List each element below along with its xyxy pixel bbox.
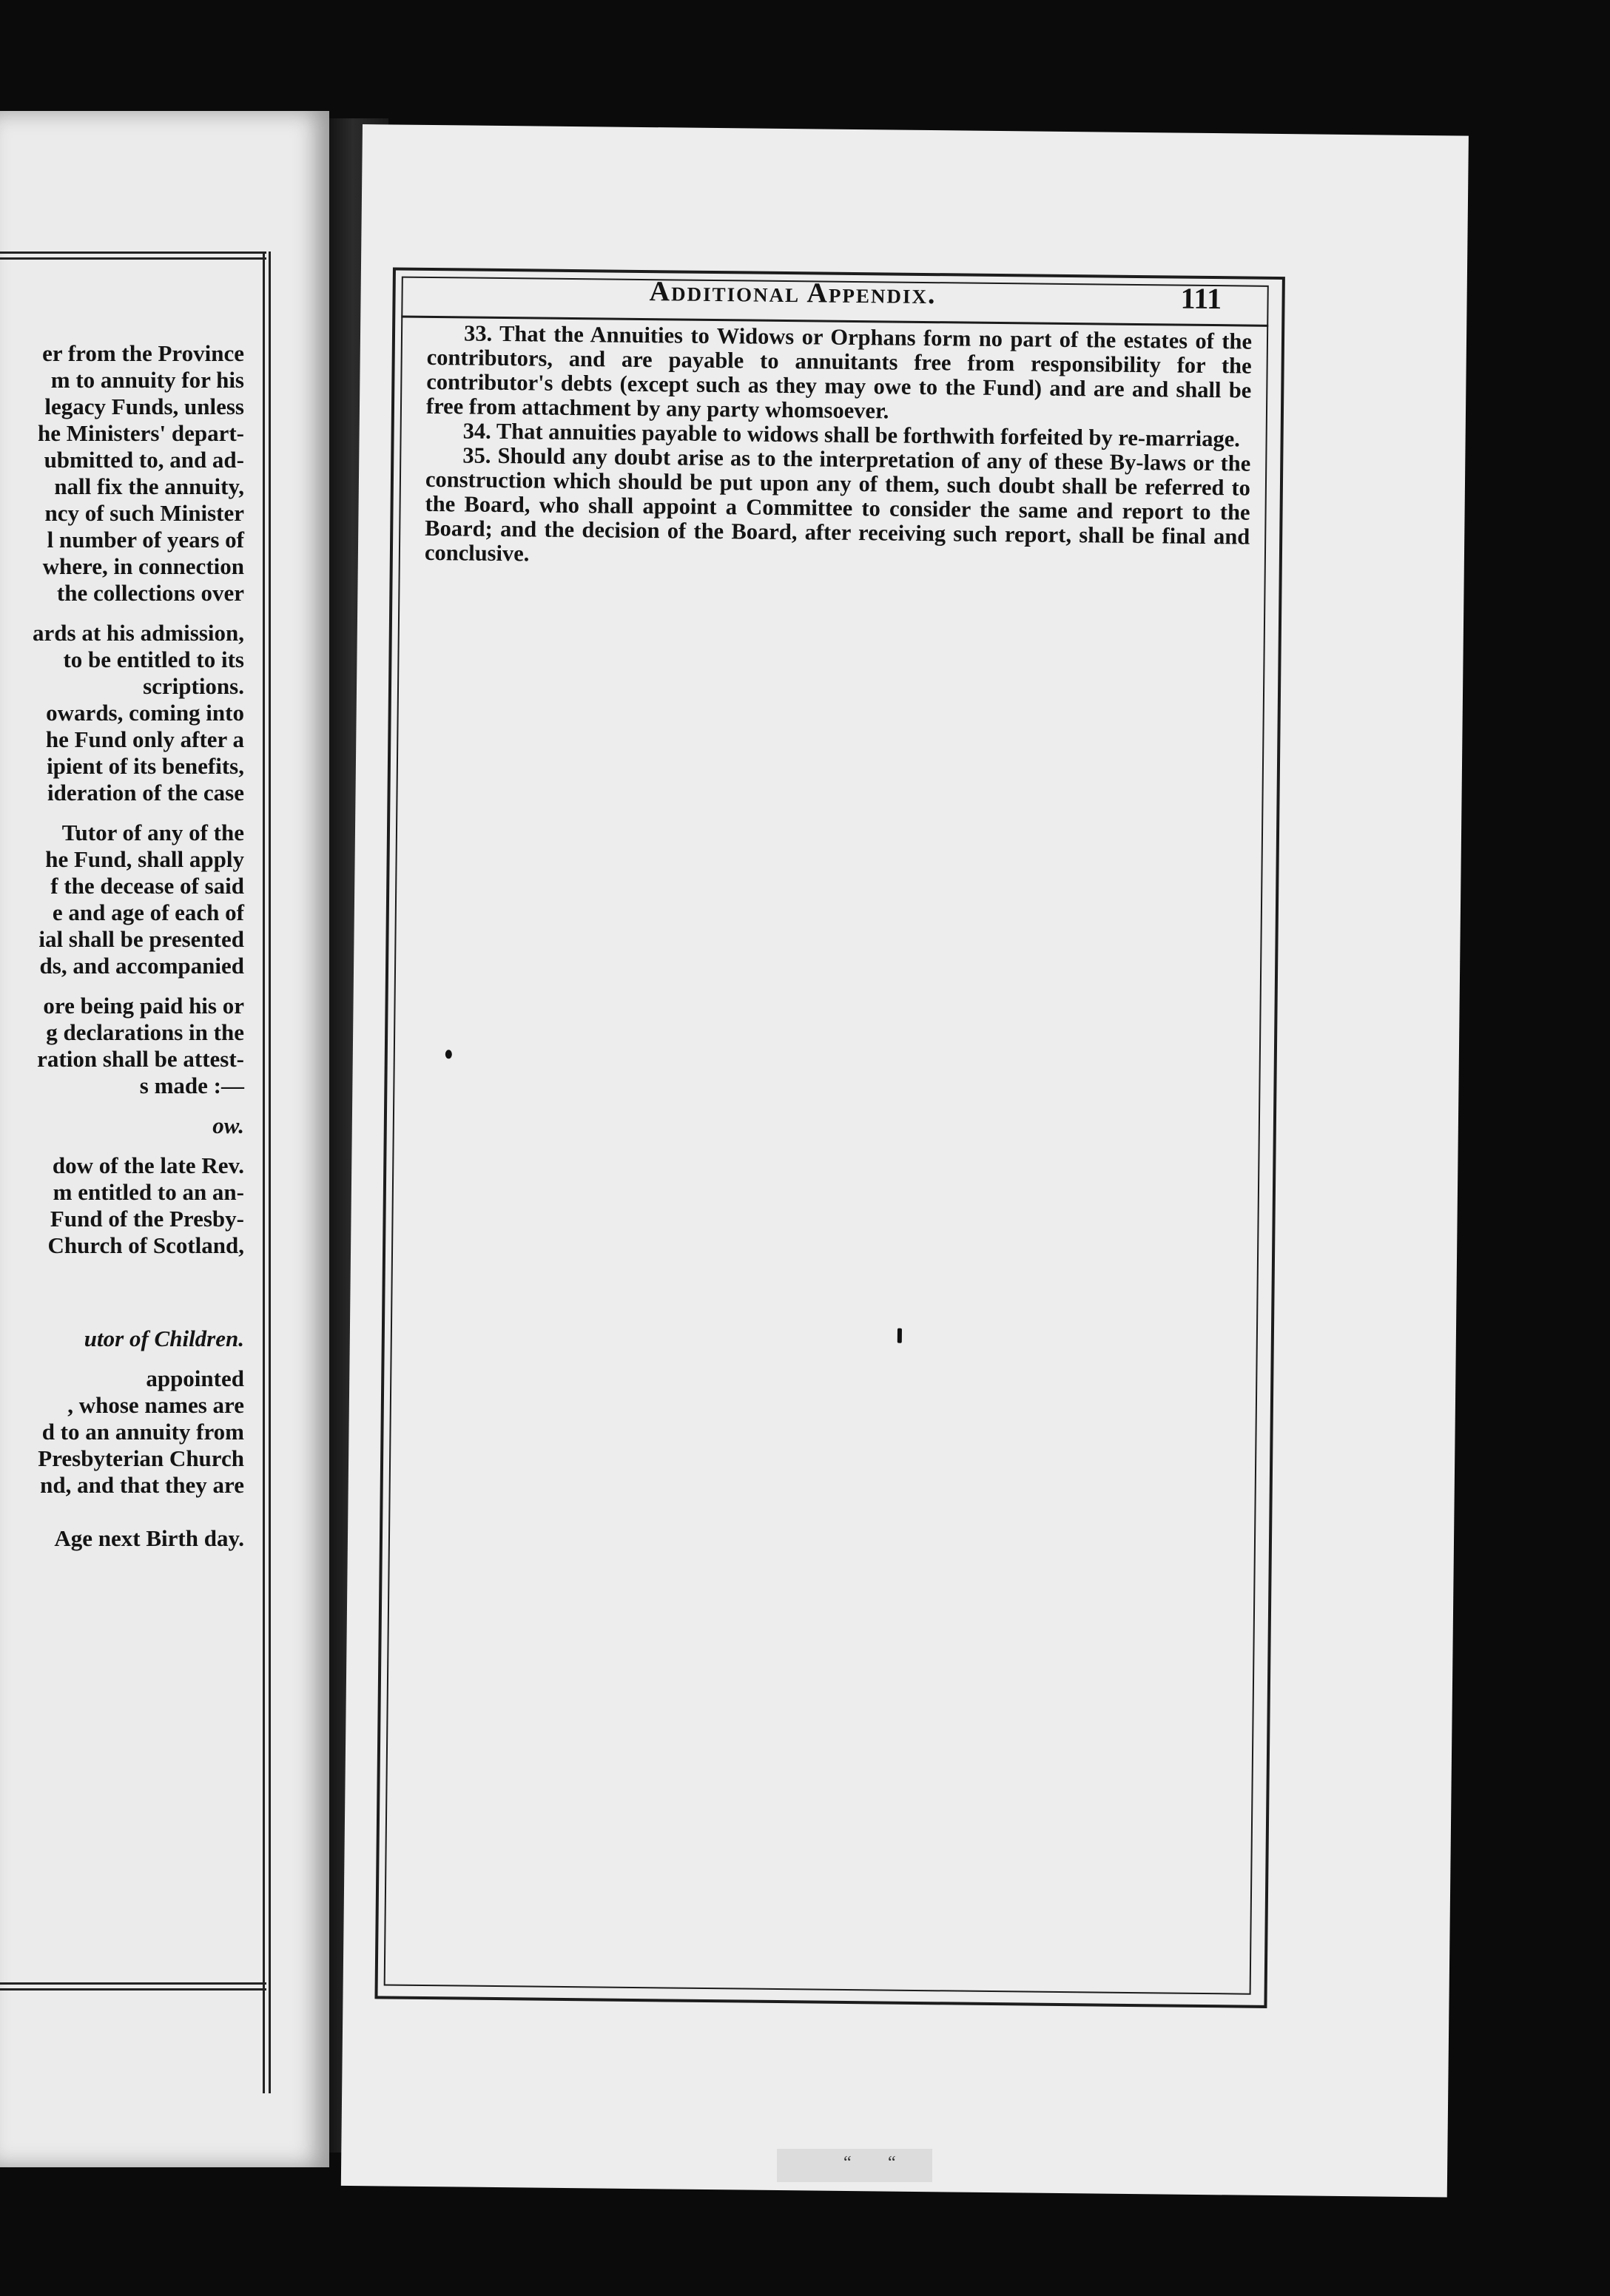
left-page-line: ipient of its benefits, bbox=[47, 753, 244, 779]
page-body bbox=[425, 321, 1252, 574]
left-page-line: scriptions. bbox=[143, 673, 244, 699]
left-page-line: m to annuity for his bbox=[50, 367, 244, 393]
left-page-line: l number of years of bbox=[47, 527, 244, 553]
left-page-line: utor of Children. bbox=[84, 1326, 244, 1351]
left-page-line: to be entitled to its bbox=[63, 646, 244, 672]
left-page-line: s made :— bbox=[139, 1073, 244, 1098]
left-page-line: f the decease of said bbox=[50, 873, 244, 899]
left-page-line bbox=[0, 607, 244, 620]
left-page-line: g declarations in the bbox=[46, 1019, 244, 1045]
left-page-line: he Ministers' depart- bbox=[38, 420, 244, 446]
left-page-line bbox=[0, 1099, 244, 1112]
right-page bbox=[341, 124, 1469, 2198]
left-page-line: ideration of the case bbox=[47, 780, 244, 806]
paragraph-text: Should any doubt arise as to the interpretation of any of these By-laws or the construction which should be put upon any of them, such doubt shall be referred to the Board, who shall appoint a Committee to consider the same and report to the Board; and the decision of the Board, after receiving such report, shall be final and conclusive. bbox=[424, 442, 1251, 567]
left-page-line: he Fund, shall apply bbox=[45, 846, 244, 872]
left-page-line: e and age of each of bbox=[52, 899, 244, 925]
left-page-line: Tutor of any of the bbox=[61, 820, 244, 845]
quote-mark: “ bbox=[843, 2153, 852, 2172]
left-page-line: ards at his admission, bbox=[33, 620, 244, 646]
paragraph-number: 34. bbox=[462, 418, 491, 444]
left-page-line: dow of the late Rev. bbox=[52, 1152, 244, 1178]
by-law-paragraph bbox=[425, 443, 1251, 574]
left-page-rule bbox=[0, 1982, 266, 1985]
ink-speck bbox=[897, 1328, 902, 1343]
left-page-line: ow. bbox=[212, 1112, 244, 1138]
left-page-rule bbox=[0, 251, 266, 254]
page-tab bbox=[777, 2149, 932, 2182]
left-page-rule bbox=[0, 257, 266, 260]
left-page-line bbox=[0, 1299, 244, 1312]
left-page-line: where, in connection bbox=[42, 553, 244, 579]
left-page-text bbox=[0, 340, 244, 1552]
page-number: 111 bbox=[1180, 281, 1222, 316]
left-page-line: Age next Birth day. bbox=[54, 1525, 244, 1551]
left-page-line: er from the Province bbox=[42, 340, 244, 366]
by-law-paragraph bbox=[426, 321, 1252, 428]
left-page-line: nd, and that they are bbox=[40, 1472, 244, 1498]
left-page-line bbox=[0, 806, 244, 820]
left-page-line: owards, coming into bbox=[46, 700, 244, 726]
left-page-line: Church of Scotland, bbox=[47, 1232, 244, 1258]
left-page-line: Fund of the Presby- bbox=[50, 1206, 244, 1232]
left-facing-page bbox=[0, 111, 329, 2167]
left-page-line: d to an annuity from bbox=[41, 1419, 244, 1445]
left-page-line bbox=[0, 1139, 244, 1152]
left-page-line: ration shall be attest- bbox=[37, 1046, 244, 1072]
left-page-line bbox=[0, 1499, 244, 1512]
left-page-line: appointed bbox=[146, 1365, 244, 1391]
left-page-line: ncy of such Minister bbox=[44, 500, 244, 526]
left-page-line bbox=[0, 1512, 244, 1525]
left-page-line bbox=[0, 1272, 244, 1286]
left-page-line: ial shall be presented bbox=[38, 926, 244, 952]
left-page-line bbox=[0, 1259, 244, 1272]
left-page-line: m entitled to an an- bbox=[53, 1179, 244, 1205]
left-page-line: he Fund only after a bbox=[45, 726, 244, 752]
left-page-line: the collections over bbox=[56, 580, 244, 606]
left-page-line bbox=[0, 1352, 244, 1365]
left-page-line bbox=[0, 1286, 244, 1299]
left-page-line bbox=[0, 979, 244, 993]
left-page-line bbox=[0, 1312, 244, 1326]
left-page-rule bbox=[0, 1988, 266, 1991]
left-page-line: , whose names are bbox=[67, 1392, 244, 1418]
left-page-line: ore being paid his or bbox=[43, 993, 244, 1019]
left-page-frame-line bbox=[263, 251, 265, 2093]
running-head bbox=[649, 275, 936, 311]
left-page-line: nall fix the annuity, bbox=[54, 473, 244, 499]
left-page-line: legacy Funds, unless bbox=[44, 394, 244, 419]
running-head-text: Additional Appendix. bbox=[649, 276, 937, 311]
left-page-frame-line bbox=[269, 251, 271, 2093]
left-page-line: ubmitted to, and ad- bbox=[44, 447, 244, 473]
quote-mark: “ bbox=[888, 2153, 896, 2172]
paragraph-number: 33. bbox=[463, 320, 493, 346]
paragraph-text: That annuities payable to widows shall be forthwith forfeited by re-marriage. bbox=[496, 418, 1241, 452]
paragraph-text: That the Annuities to Widows or Orphans form no part of the estates of the contributors, and are payable to annuitants free from responsibility for the contributor's debts (except such as they may owe to the Fund) and are and shall be free from attachment by any party whomsoever. bbox=[425, 320, 1253, 424]
left-page-line: Presbyterian Church bbox=[38, 1445, 244, 1471]
paragraph-number: 35. bbox=[462, 442, 491, 468]
left-page-line: ds, and accompanied bbox=[39, 953, 244, 979]
